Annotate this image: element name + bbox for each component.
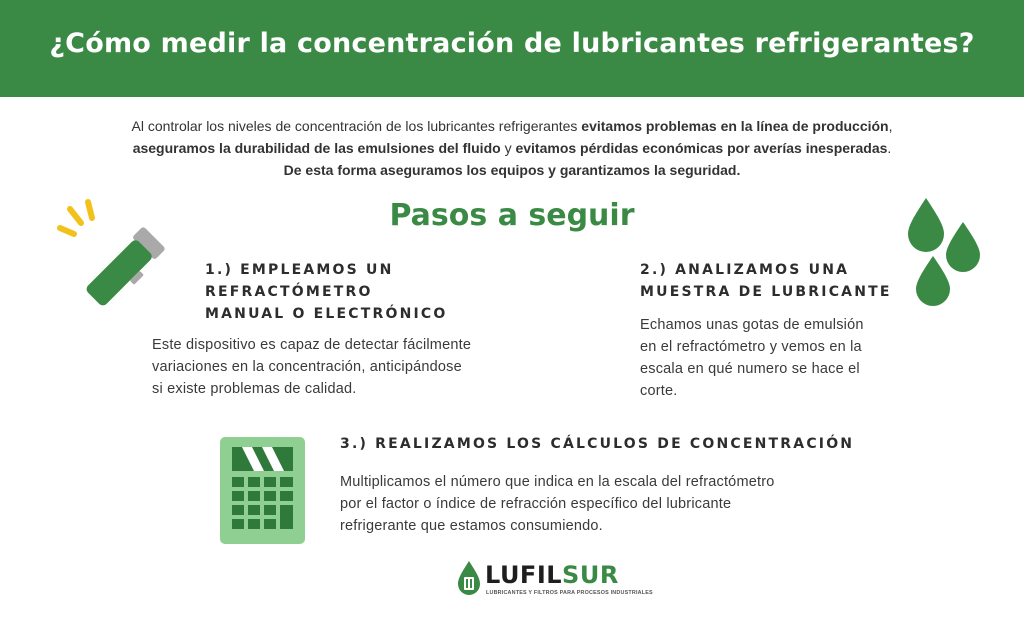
intro-text: , [888, 118, 893, 134]
header-banner [0, 0, 1024, 97]
steps-heading: Pasos a seguir [389, 198, 635, 233]
step-1-title-line: MANUAL O ELECTRÓNICO [205, 306, 448, 322]
brand-logo [456, 560, 653, 600]
logo-tagline: LUBRICANTES Y FILTROS PARA PROCESOS INDUSTRIALES [486, 590, 653, 596]
intro-highlight: evitamos pérdidas económicas por averías inesperadas [515, 140, 888, 156]
logo-drop-icon [456, 560, 482, 596]
step-1-text-line: si existe problemas de calidad. [152, 381, 357, 397]
intro-text: y [500, 140, 516, 156]
droplets-icon [904, 194, 988, 306]
step-2-description [640, 314, 890, 402]
step-2-text-line: escala en qué numero se hace el [640, 361, 860, 377]
step-2-text-line: Echamos unas gotas de emulsión [640, 317, 864, 333]
flashlight-icon [52, 196, 184, 326]
step-3-title [340, 433, 900, 455]
logo-word-a: LUFIL [485, 561, 563, 589]
step-1-title-line: 1.) EMPLEAMOS UN [205, 262, 394, 278]
step-1-title [205, 259, 465, 325]
step-1-title-line: REFRACTÓMETRO [205, 284, 373, 300]
step-3-text-line: Multiplicamos el número que indica en la escala del refractómetro [340, 474, 775, 490]
step-2-text-line: corte. [640, 383, 678, 399]
intro-text: . [887, 140, 892, 156]
step-1-text-line: Este dispositivo es capaz de detectar fácilmente [152, 337, 472, 353]
step-3-text-line: por el factor o índice de refracción específico del lubricante [340, 496, 732, 512]
intro-highlight: evitamos problemas en la línea de producción [581, 118, 889, 134]
step-1-text-line: variaciones en la concentración, anticipándose [152, 359, 462, 375]
intro-highlight: aseguramos la durabilidad de las emulsiones del fluido [132, 140, 501, 156]
logo-wordmark [485, 561, 619, 589]
page-title: ¿Cómo medir la concentración de lubricantes refrigerantes? [49, 28, 975, 59]
step-3-description [340, 471, 810, 537]
intro-highlight: De esta forma aseguramos los equipos y garantizamos la seguridad. [283, 162, 741, 178]
step-2-title-line: 2.) ANALIZAMOS UNA [640, 262, 850, 278]
intro-text: Al controlar los niveles de concentración de los lubricantes refrigerantes [131, 118, 582, 134]
step-1-description [152, 334, 507, 400]
step-2-title [640, 259, 900, 303]
calculator-icon [220, 437, 305, 544]
step-2-title-line: MUESTRA DE LUBRICANTE [640, 284, 892, 300]
logo-word-b: SUR [562, 561, 619, 589]
step-2-text-line: en el refractómetro y vemos en la [640, 339, 862, 355]
step-3-title-line: 3.) REALIZAMOS LOS CÁLCULOS DE CONCENTRACIÓN [340, 436, 855, 452]
step-3-text-line: refrigerante que estamos consumiendo. [340, 518, 603, 534]
intro-paragraph [70, 115, 954, 181]
